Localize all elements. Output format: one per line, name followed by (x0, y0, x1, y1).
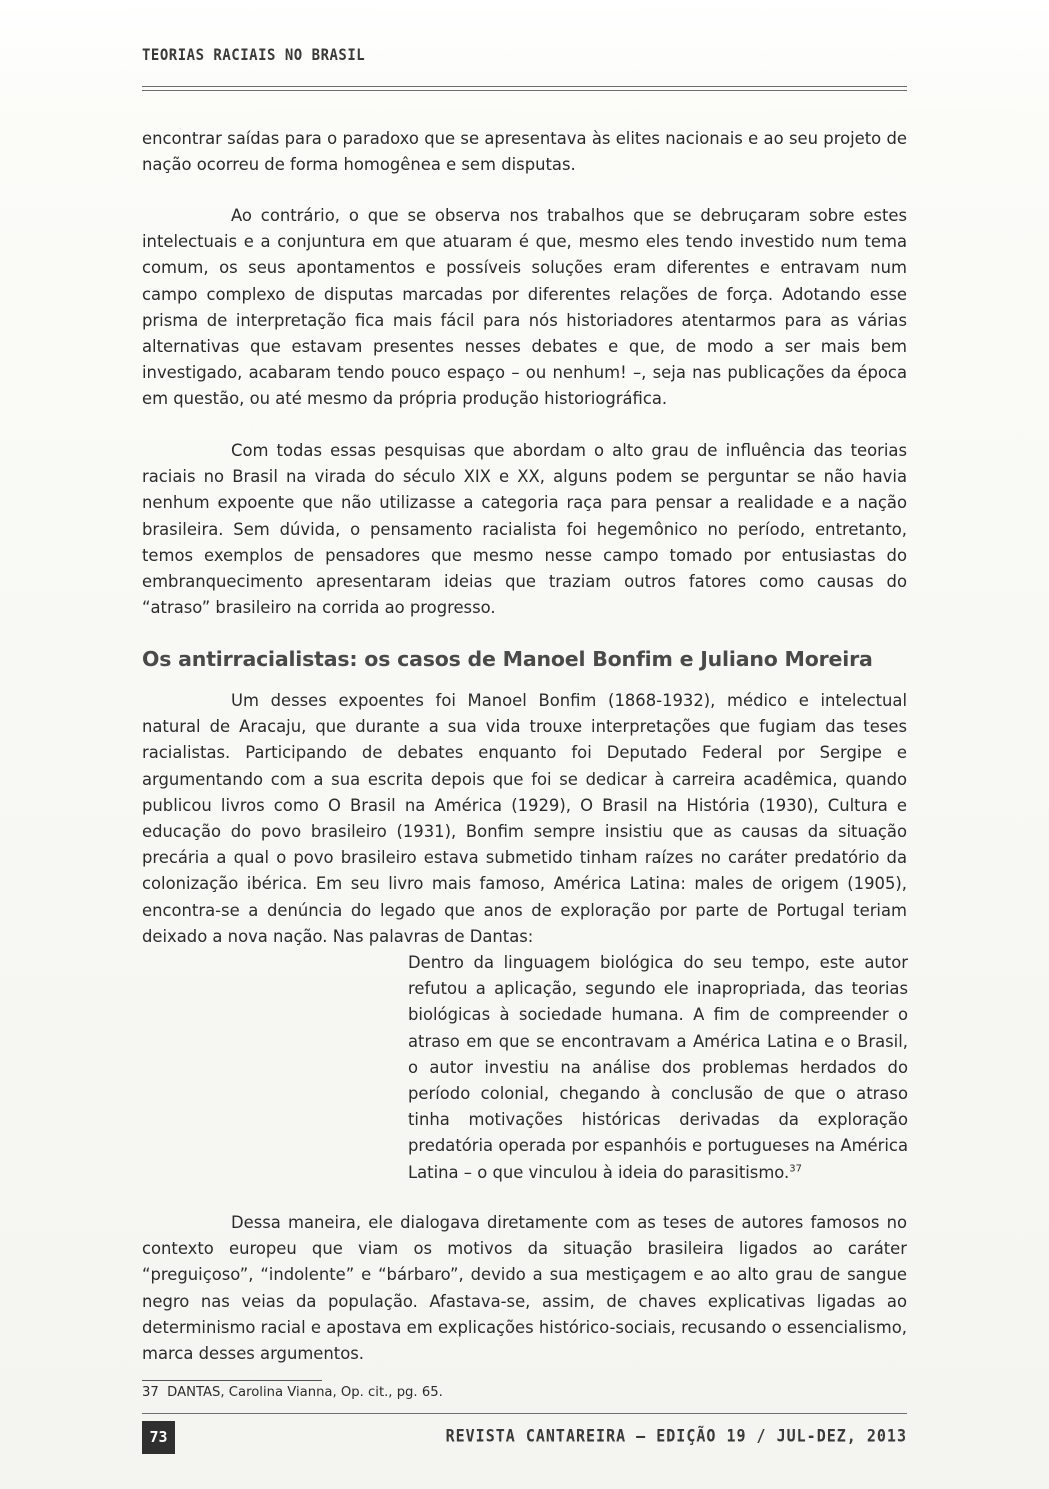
footnote-number: 37 (142, 1385, 159, 1400)
paragraph-4: Um desses expoentes foi Manoel Bonfim (1868-1932), médico e intelectual natural de Aracaju, que durante a sua vida trouxe interpretações que fugiam das teses racialistas. Participando de debates enquanto foi Deputado Federal por Sergipe e argumentando com a sua escrita depois que foi se dedicar à carreira acadêmica, quando publicou livros como O Brasil na América (1929), O Brasil na História (1930), Cultura e educação do povo brasileiro (1931), Bonfim sempre insistiu que as causas da situação precária a qual o povo brasileiro estava submetido tinham raízes no caráter predatório da colonização ibérica. Em seu livro mais famoso, América Latina: males de origem (1905), encontra-se a denúncia do legado que anos de exploração por parte de Portugal teriam deixado a nova nação. Nas palavras de Dantas: (142, 691, 907, 946)
paragraph-continuation: encontrar saídas para o paradoxo que se apresentava às elites nacionais e ao seu projeto de nação ocorreu de forma homogênea e sem disputas. (142, 129, 907, 175)
footnote-reference[interactable]: 37 (789, 1163, 802, 1175)
paragraph-2: Ao contrário, o que se observa nos trabalhos que se debruçaram sobre estes intelectuais e a conjuntura em que atuaram é que, mesmo eles tendo investido num tema comum, os seus apontamentos e possíveis soluções eram diferentes e entravam num campo complexo de disputas marcadas por diferentes relações de força. Adotando esse prisma de interpretação fica mais fácil para nós historiadores atentarmos para as várias alternativas que estavam presentes nesses debates e que, de modo a ser mais bem investigado, acabaram tendo pouco espaço – ou nenhum! –, seja nas publicações da época em questão, ou até mesmo da própria produção historiográfica. (142, 206, 907, 409)
paragraph-3: Com todas essas pesquisas que abordam o alto grau de influência das teorias raciais no Brasil na virada do século XIX e XX, alguns podem se perguntar se não havia nenhum expoente que não utilizasse a categoria raça para pensar a realidade e a nação brasileira. Sem dúvida, o pensamento racialista foi hegemônico no período, entretanto, temos exemplos de pensadores que mesmo nesse campo tomado por entusiastas do embranquecimento apresentaram ideias que traziam outros fatores como causas do “atraso” brasileiro na corrida ao progresso. (142, 441, 907, 618)
paragraph-5: Dessa maneira, ele dialogava diretamente com as teses de autores famosos no contexto europeu que viam os motivos da situação brasileira ligados ao caráter “preguiçoso”, “indolente” e “bárbaro”, devido a sua mestiçagem e ao alto grau de sangue negro nas veias da população. Afastava-se, assim, de chaves explicativas ligadas ao determinismo racial e apostava em explicações histórico-sociais, recusando o essencialismo, marca desses argumentos. (142, 1213, 907, 1364)
journal-info: REVISTA CANTAREIRA – EDIÇÃO 19 / JUL-DEZ, 2013 (445, 1426, 907, 1446)
footer-rule (142, 1413, 907, 1414)
header-rule-bottom (142, 90, 907, 91)
header-rule-top (142, 86, 907, 87)
section-title: Os antirracialistas: os casos de Manoel Bonfim e Juliano Moreira (142, 647, 873, 671)
page-number: 73 (142, 1421, 175, 1454)
running-header: TEORIAS RACIAIS NO BRASIL (142, 46, 366, 65)
footnote-rule (142, 1380, 322, 1381)
block-quote-text: Dentro da linguagem biológica do seu tempo, este autor refutou a aplicação, segundo ele inapropriada, das teorias biológicas à sociedade humana. A fim de compreender o atraso em que se encontravam a América Latina e o Brasil, o autor investiu na análise dos problemas herdados do período colonial, chegando à conclusão de que o atraso tinha motivações históricas derivadas da exploração predatória operada por espanhóis e portugueses na América Latina – o que vinculou à ideia do parasitismo. (408, 953, 908, 1182)
footnote-text: DANTAS, Carolina Vianna, Op. cit., pg. 65. (167, 1385, 443, 1400)
footnote (142, 1383, 443, 1403)
block-quote (408, 950, 908, 1186)
